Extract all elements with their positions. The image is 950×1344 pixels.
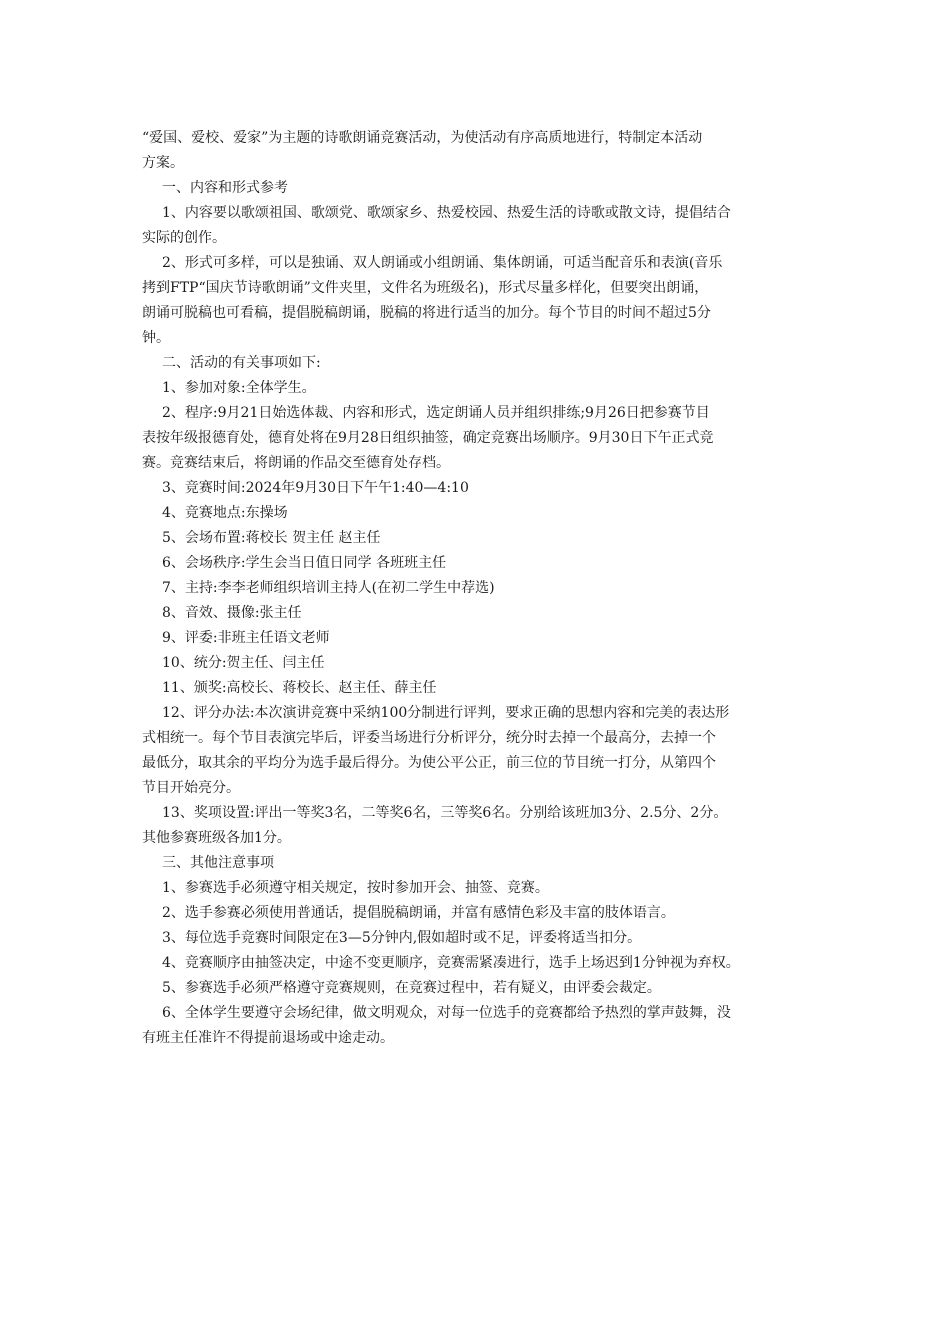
text-line: 表按年级报德育处，德育处将在9月28日组织抽签，确定竞赛出场顺序。9月30日下午正式竞	[142, 430, 714, 446]
text-line: 4、竞赛地点:东操场	[162, 505, 288, 521]
text-line: 3、竞赛时间:2024年9月30日下午午1:40—4:10	[162, 480, 469, 496]
text-line: 赛。竞赛结束后，将朗诵的作品交至德育处存档。	[142, 455, 450, 471]
text-line: “爱国、爱校、爱家”为主题的诗歌朗诵竞赛活动，为使活动有序高质地进行，特制定本活动	[142, 130, 703, 146]
text-line: 13、奖项设置:评出一等奖3名，二等奖6名，三等奖6名。分别给该班加3分、2.5分、2分。	[162, 805, 728, 821]
document-body	[142, 126, 822, 1051]
text-line: 2、程序:9月21日始选体裁、内容和形式，选定朗诵人员并组织排练;9月26日把参赛节目	[162, 405, 710, 421]
text-line: 实际的创作。	[142, 230, 226, 246]
text-line: 1、内容要以歌颂祖国、歌颂党、歌颂家乡、热爱校园、热爱生活的诗歌或散文诗，提倡结合	[162, 205, 731, 221]
text-line: 节目开始亮分。	[142, 780, 240, 796]
text-line: 钟。	[142, 330, 170, 346]
text-line: 5、会场布置:蒋校长 贺主任 赵主任	[162, 530, 381, 546]
text-line: 拷到FTP“国庆节诗歌朗诵”文件夹里，文件名为班级名)，形式尽量多样化，但要突出朗诵，	[142, 280, 709, 296]
text-line: 有班主任准许不得提前退场或中途走动。	[142, 1030, 394, 1046]
text-line: 三、其他注意事项	[162, 855, 274, 871]
text-line: 12、评分办法:本次演讲竞赛中采纳100分制进行评判，要求正确的思想内容和完美的表达形	[162, 705, 730, 721]
text-line: 8、音效、摄像:张主任	[162, 605, 302, 621]
text-line: 其他参赛班级各加1分。	[142, 830, 291, 846]
text-line: 最低分，取其余的平均分为选手最后得分。为使公平公正，前三位的节目统一打分，从第四个	[142, 755, 716, 771]
text-line: 方案。	[142, 155, 184, 171]
text-line: 5、参赛选手必须严格遵守竞赛规则，在竞赛过程中，若有疑义，由评委会裁定。	[162, 980, 661, 996]
text-line: 朗诵可脱稿也可看稿，提倡脱稿朗诵，脱稿的将进行适当的加分。每个节目的时间不超过5分	[142, 305, 711, 321]
text-line: 4、竞赛顺序由抽签决定，中途不变更顺序，竞赛需紧凑进行，选手上场迟到1分钟视为弃权。	[162, 955, 740, 971]
text-line: 6、全体学生要遵守会场纪律，做文明观众，对每一位选手的竞赛都给予热烈的掌声鼓舞，没	[162, 1005, 731, 1021]
text-line: 一、内容和形式参考	[162, 180, 288, 196]
text-line: 式相统一。每个节目表演完毕后，评委当场进行分析评分，统分时去掉一个最高分，去掉一个	[142, 730, 716, 746]
text-line: 6、会场秩序:学生会当日值日同学 各班班主任	[162, 555, 447, 571]
text-line: 二、活动的有关事项如下:	[162, 355, 321, 371]
text-line: 1、参赛选手必须遵守相关规定，按时参加开会、抽签、竞赛。	[162, 880, 549, 896]
text-line: 11、颁奖:高校长、蒋校长、赵主任、薛主任	[162, 680, 437, 696]
text-line: 3、每位选手竞赛时间限定在3—5分钟内,假如超时或不足，评委将适当扣分。	[162, 930, 642, 946]
text-line: 2、形式可多样，可以是独诵、双人朗诵或小组朗诵、集体朗诵，可适当配音乐和表演(音乐	[162, 255, 723, 271]
text-line: 9、评委:非班主任语文老师	[162, 630, 330, 646]
text-line: 2、选手参赛必须使用普通话，提倡脱稿朗诵，并富有感情色彩及丰富的肢体语言。	[162, 905, 675, 921]
text-line: 1、参加对象:全体学生。	[162, 380, 316, 396]
text-line: 7、主持:李李老师组织培训主持人(在初二学生中荐选)	[162, 580, 495, 596]
text-line: 10、统分:贺主任、闫主任	[162, 655, 325, 671]
